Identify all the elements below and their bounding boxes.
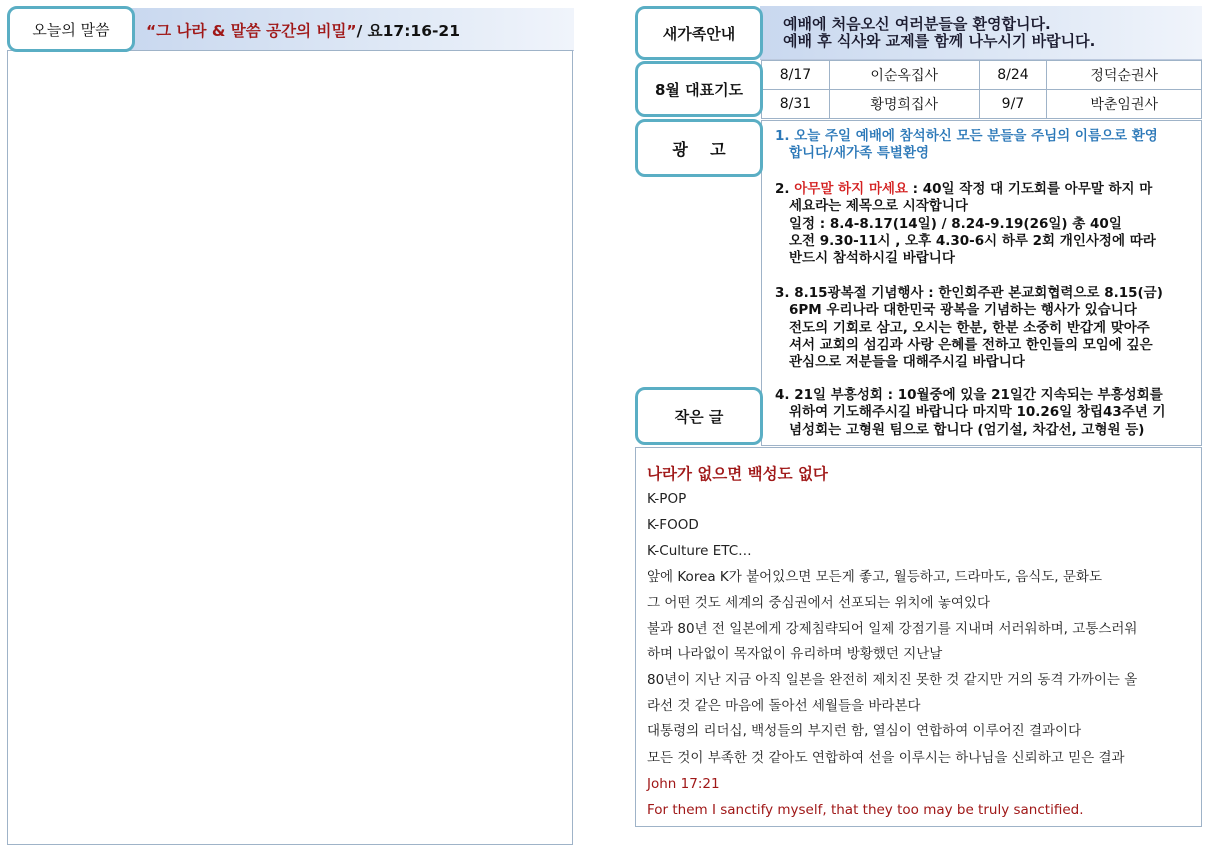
- announcement-4: [775, 387, 1195, 439]
- sermon-content-box: [7, 50, 573, 845]
- announcement-2-highlight: 아무말 하지 마세요: [794, 181, 908, 197]
- essay-verse-ref: John 17:21: [647, 776, 720, 792]
- essay-title: 나라가 없으면 백성도 없다: [647, 465, 828, 483]
- essay-line: 모든 것이 부족한 것 같아도 연합하여 선을 이루시는 하나님을 신뢰하고 믿은 결과: [647, 750, 1125, 766]
- prayer-person: 이순옥집사: [829, 61, 979, 90]
- announcement-2-prefix: 2.: [775, 181, 795, 197]
- essay-line: 80년이 지난 지금 아직 일본을 완전히 제치진 못한 것 같지만 거의 동격 가까이는 올: [647, 672, 1138, 688]
- welcome-tab-label: 새가족안내: [662, 24, 736, 43]
- announcement-2-line: : 40일 작정 대 기도회를 아무말 하지 마: [907, 181, 1153, 197]
- essay-tab: [635, 387, 763, 445]
- essay-tab-label: 작은 글: [674, 407, 724, 426]
- announcement-2-line: 세요라는 제목으로 시작합니다: [789, 198, 968, 215]
- prayer-person: 황명희집사: [829, 90, 979, 119]
- essay-line: 하며 나라없이 목자없이 유리하며 방황했던 지난날: [647, 646, 943, 662]
- prayer-schedule-table: [761, 60, 1202, 119]
- sermon-title-ref: / 요17:16-21: [356, 22, 460, 40]
- announcement-3-line: 전도의 기회로 삼고, 오시는 한분, 한분 소중히 반갑게 맞아주: [789, 319, 1150, 336]
- announcement-2-line: 일정 : 8.4-8.17(14일) / 8.24-9.19(26일) 총 40일: [789, 215, 1122, 232]
- essay-line: K-FOOD: [647, 517, 699, 533]
- prayer-tab-label: 8월 대표기도: [654, 80, 744, 99]
- prayer-person: 박춘임권사: [1047, 90, 1202, 119]
- announcement-4-line: 념성회는 고형원 팀으로 합니다 (엄기설, 차갑선, 고형원 등): [789, 421, 1145, 438]
- essay-line: 그 어떤 것도 세계의 중심권에서 선포되는 위치에 놓여있다: [647, 595, 991, 611]
- essay-line: 불과 80년 전 일본에게 강제침략되어 일제 강점기를 지내며 서러워하며, 고통스러워: [647, 621, 1138, 637]
- essay-line: K-POP: [647, 491, 687, 507]
- sermon-tab-label: 오늘의 말씀: [32, 20, 110, 39]
- essay-line: K-Culture ETC…: [647, 543, 752, 559]
- announcement-3-line: 관심으로 저분들을 대해주시길 바랍니다: [789, 354, 1025, 371]
- welcome-line-2: 예배 후 식사와 교제를 함께 나누시기 바랍니다.: [783, 32, 1096, 50]
- announcement-3-line: 3. 8.15광복절 기념행사 : 한인회주관 본교회협력으로 8.15(금): [775, 285, 1163, 301]
- announcement-3: [775, 285, 1195, 371]
- essay-line: 대통령의 리더십, 백성들의 부지런 함, 열심이 연합하여 이루어진 결과이다: [647, 723, 1082, 739]
- essay-verse-text: For them I sanctify myself, that they too may be truly sanctified.: [647, 802, 1084, 818]
- announcement-4-line: 위하여 기도해주시길 바랍니다 마지막 10.26일 창립43주년 기: [789, 404, 1166, 421]
- prayer-date: 8/17: [762, 61, 830, 90]
- announcement-3-line: 6PM 우리나라 대한민국 광복을 기념하는 행사가 있습니다: [789, 302, 1137, 319]
- sermon-tab: [7, 6, 135, 52]
- prayer-date: 9/7: [979, 90, 1047, 119]
- announcement-3-line: 셔서 교회의 섬김과 사랑 은혜를 전하고 한인들의 모임에 깊은: [789, 336, 1153, 353]
- prayer-tab: [635, 61, 763, 117]
- prayer-date: 8/24: [979, 61, 1047, 90]
- announcement-1-line: 합니다/새가족 특별환영: [789, 145, 930, 162]
- sermon-title: [146, 19, 460, 41]
- announcement-4-line: 4. 21일 부흥성회 : 10월중에 있을 21일간 지속되는 부흥성회를: [775, 387, 1163, 403]
- welcome-line-1: 예배에 처음오신 여러분들을 환영합니다.: [783, 15, 1051, 33]
- welcome-text: [783, 16, 1095, 50]
- announcement-2-line: 반드시 참석하시길 바랍니다: [789, 250, 955, 267]
- announcement-1-line: 1. 오늘 주일 예배에 참석하신 모든 분들을 주님의 이름으로 환영: [775, 128, 1158, 144]
- essay-line: 앞에 Korea K가 붙어있으면 모든게 좋고, 월등하고, 드라마도, 음식도, 문화도: [647, 569, 1103, 585]
- announcement-2-line: 오전 9.30-11시 , 오후 4.30-6시 하루 2회 개인사정에 따라: [789, 232, 1156, 249]
- table-row: [762, 61, 1202, 90]
- announcements-tab: [635, 119, 763, 177]
- prayer-date: 8/31: [762, 90, 830, 119]
- prayer-person: 정덕순권사: [1047, 61, 1202, 90]
- announcement-2: [775, 181, 1195, 267]
- welcome-tab: [635, 6, 763, 60]
- announcement-1: [775, 128, 1195, 163]
- sermon-title-quote: “그 나라 & 말씀 공간의 비밀”: [146, 22, 357, 40]
- essay-line: 라선 것 같은 마음에 돌아선 세월들을 바라본다: [647, 698, 921, 714]
- table-row: [762, 90, 1202, 119]
- announcements-tab-label: 광 고: [672, 139, 726, 159]
